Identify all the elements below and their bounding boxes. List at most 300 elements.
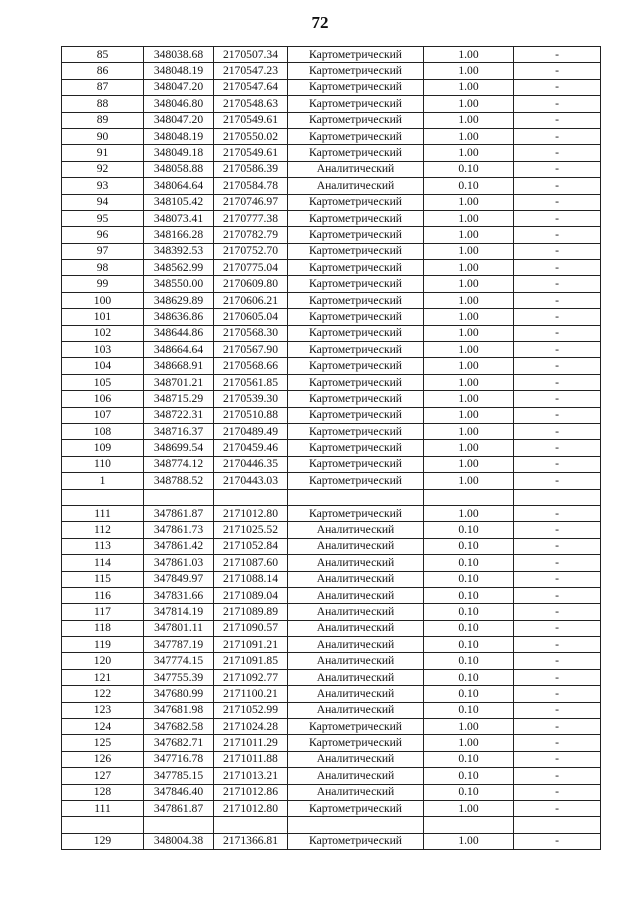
point-number-cell: 119 <box>62 637 144 653</box>
table-row <box>62 538 601 554</box>
method-cell: Картометрический <box>288 227 424 243</box>
point-number-cell: 114 <box>62 555 144 571</box>
point-number-cell: 91 <box>62 145 144 161</box>
accuracy-cell: 0.10 <box>424 161 514 177</box>
point-number-cell: 120 <box>62 653 144 669</box>
y-coordinate-cell: 2171092.77 <box>214 669 288 685</box>
table-row <box>62 489 601 505</box>
note-cell: - <box>514 719 601 735</box>
table-row <box>62 260 601 276</box>
table-row <box>62 719 601 735</box>
accuracy-cell: 0.10 <box>424 522 514 538</box>
note-cell: - <box>514 358 601 374</box>
method-cell: Картометрический <box>288 243 424 259</box>
method-cell: Аналитический <box>288 768 424 784</box>
note-cell: - <box>514 768 601 784</box>
y-coordinate-cell: 2171087.60 <box>214 555 288 571</box>
point-number-cell <box>62 817 144 833</box>
x-coordinate-cell: 347680.99 <box>144 686 214 702</box>
method-cell: Аналитический <box>288 538 424 554</box>
method-cell: Картометрический <box>288 79 424 95</box>
y-coordinate-cell: 2171013.21 <box>214 768 288 784</box>
point-number-cell: 126 <box>62 751 144 767</box>
point-number-cell: 101 <box>62 309 144 325</box>
accuracy-cell: 0.10 <box>424 702 514 718</box>
point-number-cell: 94 <box>62 194 144 210</box>
note-cell: - <box>514 571 601 587</box>
table-row <box>62 96 601 112</box>
x-coordinate-cell: 347846.40 <box>144 784 214 800</box>
table-row <box>62 161 601 177</box>
method-cell: Картометрический <box>288 112 424 128</box>
accuracy-cell: 0.10 <box>424 587 514 603</box>
y-coordinate-cell: 2171012.80 <box>214 505 288 521</box>
table-row <box>62 800 601 816</box>
note-cell: - <box>514 227 601 243</box>
note-cell: - <box>514 260 601 276</box>
note-cell: - <box>514 47 601 63</box>
accuracy-cell: 1.00 <box>424 374 514 390</box>
method-cell: Картометрический <box>288 440 424 456</box>
note-cell <box>514 489 601 505</box>
accuracy-cell: 0.10 <box>424 637 514 653</box>
table-row <box>62 194 601 210</box>
x-coordinate-cell: 348722.31 <box>144 407 214 423</box>
table-row <box>62 555 601 571</box>
y-coordinate-cell: 2171024.28 <box>214 719 288 735</box>
note-cell: - <box>514 473 601 489</box>
y-coordinate-cell: 2170548.63 <box>214 96 288 112</box>
x-coordinate-cell: 347785.15 <box>144 768 214 784</box>
point-number-cell: 128 <box>62 784 144 800</box>
point-number-cell: 116 <box>62 587 144 603</box>
method-cell: Аналитический <box>288 178 424 194</box>
table-row <box>62 47 601 63</box>
y-coordinate-cell: 2170507.34 <box>214 47 288 63</box>
note-cell: - <box>514 620 601 636</box>
point-number-cell: 127 <box>62 768 144 784</box>
table-row <box>62 276 601 292</box>
accuracy-cell: 1.00 <box>424 276 514 292</box>
method-cell: Картометрический <box>288 309 424 325</box>
table-row <box>62 620 601 636</box>
y-coordinate-cell: 2171366.81 <box>214 833 288 849</box>
point-number-cell: 96 <box>62 227 144 243</box>
x-coordinate-cell: 347861.42 <box>144 538 214 554</box>
note-cell: - <box>514 669 601 685</box>
x-coordinate-cell: 348699.54 <box>144 440 214 456</box>
point-number-cell: 125 <box>62 735 144 751</box>
x-coordinate-cell: 347682.58 <box>144 719 214 735</box>
method-cell: Аналитический <box>288 702 424 718</box>
note-cell <box>514 817 601 833</box>
y-coordinate-cell: 2170550.02 <box>214 128 288 144</box>
y-coordinate-cell: 2170605.04 <box>214 309 288 325</box>
table-row <box>62 423 601 439</box>
method-cell: Аналитический <box>288 555 424 571</box>
x-coordinate-cell: 348058.88 <box>144 161 214 177</box>
method-cell: Картометрический <box>288 505 424 521</box>
method-cell: Картометрический <box>288 735 424 751</box>
note-cell: - <box>514 686 601 702</box>
note-cell: - <box>514 784 601 800</box>
point-number-cell: 102 <box>62 325 144 341</box>
x-coordinate-cell: 348392.53 <box>144 243 214 259</box>
x-coordinate-cell: 348004.38 <box>144 833 214 849</box>
table-row <box>62 342 601 358</box>
table-row <box>62 440 601 456</box>
table-row <box>62 145 601 161</box>
accuracy-cell: 0.10 <box>424 604 514 620</box>
note-cell: - <box>514 309 601 325</box>
note-cell: - <box>514 292 601 308</box>
method-cell: Аналитический <box>288 620 424 636</box>
table-row <box>62 473 601 489</box>
y-coordinate-cell: 2171011.88 <box>214 751 288 767</box>
method-cell: Аналитический <box>288 604 424 620</box>
point-number-cell: 90 <box>62 128 144 144</box>
method-cell: Картометрический <box>288 292 424 308</box>
x-coordinate-cell: 348774.12 <box>144 456 214 472</box>
accuracy-cell: 1.00 <box>424 505 514 521</box>
y-coordinate-cell: 2170567.90 <box>214 342 288 358</box>
y-coordinate-cell: 2170777.38 <box>214 210 288 226</box>
note-cell: - <box>514 276 601 292</box>
x-coordinate-cell: 347861.03 <box>144 555 214 571</box>
accuracy-cell: 1.00 <box>424 440 514 456</box>
table-row <box>62 374 601 390</box>
accuracy-cell: 1.00 <box>424 358 514 374</box>
accuracy-cell: 1.00 <box>424 79 514 95</box>
point-number-cell: 93 <box>62 178 144 194</box>
y-coordinate-cell: 2171052.99 <box>214 702 288 718</box>
method-cell: Картометрический <box>288 342 424 358</box>
x-coordinate-cell: 348049.18 <box>144 145 214 161</box>
table-row <box>62 391 601 407</box>
table-row <box>62 604 601 620</box>
table-row <box>62 227 601 243</box>
accuracy-cell <box>424 817 514 833</box>
y-coordinate-cell: 2171089.04 <box>214 587 288 603</box>
x-coordinate-cell: 348550.00 <box>144 276 214 292</box>
accuracy-cell: 1.00 <box>424 243 514 259</box>
accuracy-cell: 1.00 <box>424 473 514 489</box>
method-cell: Картометрический <box>288 325 424 341</box>
table-row <box>62 325 601 341</box>
x-coordinate-cell: 347774.15 <box>144 653 214 669</box>
accuracy-cell: 0.10 <box>424 751 514 767</box>
point-number-cell: 115 <box>62 571 144 587</box>
y-coordinate-cell: 2170549.61 <box>214 145 288 161</box>
y-coordinate-cell: 2170586.39 <box>214 161 288 177</box>
table-row <box>62 243 601 259</box>
method-cell: Аналитический <box>288 653 424 669</box>
method-cell: Аналитический <box>288 669 424 685</box>
x-coordinate-cell: 348701.21 <box>144 374 214 390</box>
y-coordinate-cell: 2171091.21 <box>214 637 288 653</box>
table-row <box>62 456 601 472</box>
point-number-cell: 99 <box>62 276 144 292</box>
page-number: 72 <box>311 13 329 32</box>
table-row <box>62 358 601 374</box>
note-cell: - <box>514 63 601 79</box>
method-cell: Аналитический <box>288 571 424 587</box>
y-coordinate-cell: 2171011.29 <box>214 735 288 751</box>
method-cell: Аналитический <box>288 587 424 603</box>
x-coordinate-cell: 348644.86 <box>144 325 214 341</box>
y-coordinate-cell <box>214 817 288 833</box>
accuracy-cell: 1.00 <box>424 423 514 439</box>
method-cell: Картометрический <box>288 145 424 161</box>
note-cell: - <box>514 637 601 653</box>
accuracy-cell: 1.00 <box>424 260 514 276</box>
accuracy-cell: 1.00 <box>424 96 514 112</box>
table-row <box>62 128 601 144</box>
table-row <box>62 407 601 423</box>
accuracy-cell: 0.10 <box>424 571 514 587</box>
point-number-cell: 95 <box>62 210 144 226</box>
y-coordinate-cell: 2170547.64 <box>214 79 288 95</box>
point-number-cell: 85 <box>62 47 144 63</box>
accuracy-cell: 1.00 <box>424 800 514 816</box>
y-coordinate-cell: 2170549.61 <box>214 112 288 128</box>
table-row <box>62 735 601 751</box>
note-cell: - <box>514 374 601 390</box>
method-cell: Картометрический <box>288 391 424 407</box>
table-row <box>62 784 601 800</box>
note-cell: - <box>514 112 601 128</box>
accuracy-cell: 0.10 <box>424 178 514 194</box>
method-cell: Картометрический <box>288 456 424 472</box>
y-coordinate-cell: 2170609.80 <box>214 276 288 292</box>
table-row <box>62 768 601 784</box>
y-coordinate-cell: 2171025.52 <box>214 522 288 538</box>
method-cell: Аналитический <box>288 522 424 538</box>
accuracy-cell: 1.00 <box>424 342 514 358</box>
y-coordinate-cell: 2170547.23 <box>214 63 288 79</box>
x-coordinate-cell: 348038.68 <box>144 47 214 63</box>
point-number-cell: 113 <box>62 538 144 554</box>
x-coordinate-cell: 348715.29 <box>144 391 214 407</box>
table-row <box>62 702 601 718</box>
method-cell: Картометрический <box>288 128 424 144</box>
y-coordinate-cell: 2170443.03 <box>214 473 288 489</box>
method-cell: Картометрический <box>288 473 424 489</box>
note-cell: - <box>514 833 601 849</box>
note-cell: - <box>514 128 601 144</box>
accuracy-cell: 1.00 <box>424 833 514 849</box>
table-row <box>62 587 601 603</box>
accuracy-cell: 0.10 <box>424 669 514 685</box>
point-number-cell: 118 <box>62 620 144 636</box>
note-cell: - <box>514 702 601 718</box>
method-cell: Аналитический <box>288 751 424 767</box>
accuracy-cell: 1.00 <box>424 735 514 751</box>
x-coordinate-cell: 348788.52 <box>144 473 214 489</box>
table-row <box>62 505 601 521</box>
y-coordinate-cell: 2170568.30 <box>214 325 288 341</box>
method-cell: Картометрический <box>288 63 424 79</box>
y-coordinate-cell <box>214 489 288 505</box>
x-coordinate-cell: 348716.37 <box>144 423 214 439</box>
point-number-cell: 97 <box>62 243 144 259</box>
note-cell: - <box>514 653 601 669</box>
table-row <box>62 833 601 849</box>
point-number-cell: 108 <box>62 423 144 439</box>
table-row <box>62 210 601 226</box>
table-row <box>62 112 601 128</box>
x-coordinate-cell: 347787.19 <box>144 637 214 653</box>
table-row <box>62 522 601 538</box>
point-number-cell: 109 <box>62 440 144 456</box>
note-cell: - <box>514 751 601 767</box>
y-coordinate-cell: 2170584.78 <box>214 178 288 194</box>
x-coordinate-cell: 348562.99 <box>144 260 214 276</box>
x-coordinate-cell: 347849.97 <box>144 571 214 587</box>
note-cell: - <box>514 243 601 259</box>
y-coordinate-cell: 2170775.04 <box>214 260 288 276</box>
point-number-cell: 103 <box>62 342 144 358</box>
accuracy-cell: 1.00 <box>424 63 514 79</box>
accuracy-cell: 0.10 <box>424 653 514 669</box>
note-cell: - <box>514 587 601 603</box>
point-number-cell: 107 <box>62 407 144 423</box>
method-cell: Аналитический <box>288 637 424 653</box>
method-cell: Картометрический <box>288 276 424 292</box>
accuracy-cell: 1.00 <box>424 128 514 144</box>
coordinates-table-body <box>62 47 601 850</box>
point-number-cell: 87 <box>62 79 144 95</box>
x-coordinate-cell: 347682.71 <box>144 735 214 751</box>
note-cell: - <box>514 604 601 620</box>
method-cell: Картометрический <box>288 719 424 735</box>
method-cell: Картометрический <box>288 194 424 210</box>
x-coordinate-cell <box>144 489 214 505</box>
point-number-cell <box>62 489 144 505</box>
y-coordinate-cell: 2170561.85 <box>214 374 288 390</box>
note-cell: - <box>514 555 601 571</box>
x-coordinate-cell: 347861.87 <box>144 800 214 816</box>
y-coordinate-cell: 2171100.21 <box>214 686 288 702</box>
table-row <box>62 309 601 325</box>
x-coordinate-cell: 347681.98 <box>144 702 214 718</box>
note-cell: - <box>514 145 601 161</box>
accuracy-cell: 1.00 <box>424 309 514 325</box>
method-cell: Картометрический <box>288 260 424 276</box>
point-number-cell: 88 <box>62 96 144 112</box>
note-cell: - <box>514 505 601 521</box>
method-cell: Картометрический <box>288 833 424 849</box>
x-coordinate-cell: 348664.64 <box>144 342 214 358</box>
point-number-cell: 92 <box>62 161 144 177</box>
accuracy-cell <box>424 489 514 505</box>
accuracy-cell: 1.00 <box>424 47 514 63</box>
y-coordinate-cell: 2171052.84 <box>214 538 288 554</box>
y-coordinate-cell: 2171012.86 <box>214 784 288 800</box>
method-cell: Картометрический <box>288 423 424 439</box>
x-coordinate-cell <box>144 817 214 833</box>
accuracy-cell: 1.00 <box>424 210 514 226</box>
note-cell: - <box>514 522 601 538</box>
point-number-cell: 89 <box>62 112 144 128</box>
y-coordinate-cell: 2170568.66 <box>214 358 288 374</box>
table-row <box>62 178 601 194</box>
accuracy-cell: 1.00 <box>424 456 514 472</box>
note-cell: - <box>514 342 601 358</box>
method-cell <box>288 817 424 833</box>
point-number-cell: 106 <box>62 391 144 407</box>
y-coordinate-cell: 2170539.30 <box>214 391 288 407</box>
x-coordinate-cell: 348105.42 <box>144 194 214 210</box>
coordinates-table <box>61 46 601 850</box>
table-row <box>62 817 601 833</box>
accuracy-cell: 1.00 <box>424 391 514 407</box>
x-coordinate-cell: 348166.28 <box>144 227 214 243</box>
point-number-cell: 124 <box>62 719 144 735</box>
x-coordinate-cell: 348048.19 <box>144 128 214 144</box>
x-coordinate-cell: 347861.73 <box>144 522 214 538</box>
point-number-cell: 86 <box>62 63 144 79</box>
y-coordinate-cell: 2170489.49 <box>214 423 288 439</box>
accuracy-cell: 0.10 <box>424 555 514 571</box>
point-number-cell: 112 <box>62 522 144 538</box>
y-coordinate-cell: 2170510.88 <box>214 407 288 423</box>
x-coordinate-cell: 348064.64 <box>144 178 214 194</box>
x-coordinate-cell: 348046.80 <box>144 96 214 112</box>
point-number-cell: 100 <box>62 292 144 308</box>
x-coordinate-cell: 348668.91 <box>144 358 214 374</box>
note-cell: - <box>514 440 601 456</box>
accuracy-cell: 1.00 <box>424 719 514 735</box>
accuracy-cell: 0.10 <box>424 686 514 702</box>
table-row <box>62 637 601 653</box>
accuracy-cell: 0.10 <box>424 768 514 784</box>
note-cell: - <box>514 538 601 554</box>
note-cell: - <box>514 210 601 226</box>
table-row <box>62 571 601 587</box>
note-cell: - <box>514 79 601 95</box>
y-coordinate-cell: 2170746.97 <box>214 194 288 210</box>
y-coordinate-cell: 2170752.70 <box>214 243 288 259</box>
method-cell: Картометрический <box>288 47 424 63</box>
note-cell: - <box>514 391 601 407</box>
point-number-cell: 111 <box>62 800 144 816</box>
note-cell: - <box>514 194 601 210</box>
table-row <box>62 669 601 685</box>
accuracy-cell: 1.00 <box>424 292 514 308</box>
x-coordinate-cell: 347801.11 <box>144 620 214 636</box>
method-cell: Картометрический <box>288 210 424 226</box>
y-coordinate-cell: 2170446.35 <box>214 456 288 472</box>
x-coordinate-cell: 347716.78 <box>144 751 214 767</box>
y-coordinate-cell: 2171012.80 <box>214 800 288 816</box>
method-cell: Аналитический <box>288 784 424 800</box>
accuracy-cell: 1.00 <box>424 145 514 161</box>
method-cell <box>288 489 424 505</box>
table-row <box>62 686 601 702</box>
x-coordinate-cell: 348629.89 <box>144 292 214 308</box>
note-cell: - <box>514 407 601 423</box>
table-row <box>62 79 601 95</box>
y-coordinate-cell: 2171090.57 <box>214 620 288 636</box>
x-coordinate-cell: 347814.19 <box>144 604 214 620</box>
method-cell: Картометрический <box>288 407 424 423</box>
note-cell: - <box>514 325 601 341</box>
note-cell: - <box>514 423 601 439</box>
method-cell: Картометрический <box>288 96 424 112</box>
accuracy-cell: 1.00 <box>424 325 514 341</box>
table-row <box>62 292 601 308</box>
